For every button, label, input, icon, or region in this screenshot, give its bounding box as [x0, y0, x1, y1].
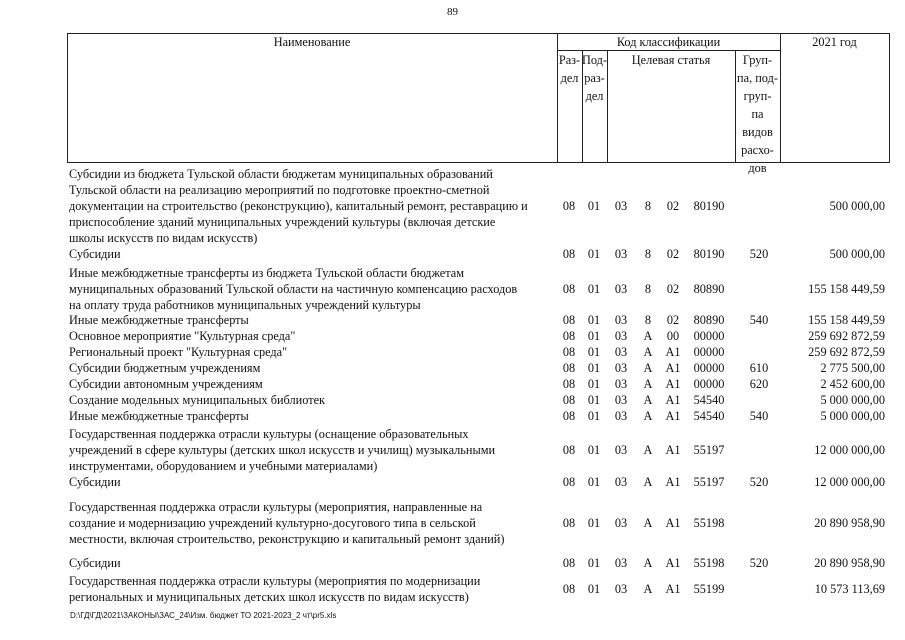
code-t2: А: [643, 393, 653, 407]
code-t4: 55198: [693, 556, 725, 570]
code-t3: А1: [665, 475, 681, 489]
row-name-line: региональных и муниципальных детских школ искусств по видам искусств): [69, 590, 469, 604]
row-name: [69, 573, 557, 605]
code-r: 08: [562, 199, 576, 213]
code-t4: 00000: [693, 345, 725, 359]
code-t1: 03: [614, 377, 628, 391]
code-t3: А1: [665, 556, 681, 570]
code-t2: А: [643, 556, 653, 570]
amount-2021: 500 000,00: [829, 247, 885, 261]
code-r: 08: [562, 361, 576, 375]
amount-2021: 5 000 000,00: [820, 409, 885, 423]
amount-2021: 12 000 000,00: [814, 475, 885, 489]
row-name: [69, 474, 557, 490]
code-g: 520: [749, 556, 769, 570]
code-t2: А: [643, 475, 653, 489]
amount-2021: 2 775 500,00: [820, 361, 885, 375]
row-name: [69, 555, 557, 571]
row-name: [69, 312, 557, 328]
row-name-line: Субсидии: [69, 556, 121, 570]
page-number: 89: [447, 6, 458, 18]
code-g: 610: [749, 361, 769, 375]
row-name: [69, 408, 557, 424]
amount-2021: 259 692 872,59: [808, 345, 885, 359]
code-t2: А: [643, 329, 653, 343]
code-p: 01: [587, 475, 601, 489]
row-name: [69, 360, 557, 376]
row-name-line: Иные межбюджетные трансферты: [69, 313, 249, 327]
code-p: 01: [587, 556, 601, 570]
code-t3: 02: [666, 313, 680, 327]
amount-2021: 10 573 113,69: [814, 582, 885, 596]
header-podrazdel: Под- раз- дел: [582, 53, 608, 103]
code-p: 01: [587, 282, 601, 296]
code-t2: А: [643, 361, 653, 375]
code-r: 08: [562, 409, 576, 423]
header-name: Наименование: [273, 35, 351, 49]
row-name-line: Субсидии: [69, 247, 121, 261]
code-p: 01: [587, 443, 601, 457]
row-name-line: Основное мероприятие "Культурная среда": [69, 329, 296, 343]
header-group: Груп- па, под- груп- па видов расхо- дов: [737, 53, 778, 175]
row-name-line: Иные межбюджетные трансферты из бюджета Тульской области бюджетам: [69, 266, 464, 280]
code-t1: 03: [614, 313, 628, 327]
header-code: Код классификации: [616, 35, 721, 49]
code-r: 08: [562, 313, 576, 327]
code-t4: 55198: [693, 516, 725, 530]
row-name: [69, 166, 557, 246]
code-r: 08: [562, 247, 576, 261]
code-t3: А1: [665, 409, 681, 423]
code-p: 01: [587, 345, 601, 359]
row-name-line: документации на строительство (реконструкцию), капитальный ремонт, реставрацию и: [69, 199, 528, 213]
code-t4: 54540: [693, 393, 725, 407]
code-t1: 03: [614, 361, 628, 375]
code-t1: 03: [614, 282, 628, 296]
code-t1: 03: [614, 247, 628, 261]
code-t1: 03: [614, 393, 628, 407]
row-name-line: школы искусств по видам искусств): [69, 231, 258, 245]
code-t3: А1: [665, 361, 681, 375]
code-p: 01: [587, 361, 601, 375]
code-p: 01: [587, 582, 601, 596]
code-t2: А: [643, 516, 653, 530]
code-t3: А1: [665, 582, 681, 596]
code-p: 01: [587, 516, 601, 530]
code-t2: А: [643, 443, 653, 457]
row-name-line: Субсидии автономным учреждениям: [69, 377, 263, 391]
row-name: [69, 344, 557, 360]
code-p: 01: [587, 393, 601, 407]
row-name-line: Субсидии бюджетным учреждениям: [69, 361, 261, 375]
row-name-line: Государственная поддержка отрасли культуры (мероприятия по модернизации: [69, 574, 481, 588]
code-r: 08: [562, 393, 576, 407]
row-name-line: местности, включая строительство, реконструкцию и капитальный ремонт зданий): [69, 532, 505, 546]
row-name: [69, 392, 557, 408]
row-name: [69, 499, 557, 547]
code-r: 08: [562, 516, 576, 530]
amount-2021: 259 692 872,59: [808, 329, 885, 343]
code-r: 08: [562, 582, 576, 596]
code-t4: 55197: [693, 443, 725, 457]
code-t2: 8: [644, 313, 652, 327]
row-name-line: Субсидии: [69, 475, 121, 489]
code-t1: 03: [614, 475, 628, 489]
code-t3: 00: [666, 329, 680, 343]
row-name-line: учреждений в сфере культуры (детских школ искусств и училищ) музыкальными: [69, 443, 496, 457]
code-t1: 03: [614, 516, 628, 530]
code-g: 520: [749, 475, 769, 489]
row-name: [69, 265, 557, 313]
code-t4: 80890: [693, 282, 725, 296]
row-name-line: Субсидии из бюджета Тульской области бюджетам муниципальных образований: [69, 167, 493, 181]
amount-2021: 155 158 449,59: [808, 313, 885, 327]
code-p: 01: [587, 329, 601, 343]
row-name: [69, 426, 557, 474]
code-r: 08: [562, 443, 576, 457]
code-p: 01: [587, 247, 601, 261]
code-t4: 80190: [693, 199, 725, 213]
code-t3: А1: [665, 516, 681, 530]
code-g: 540: [749, 313, 769, 327]
code-r: 08: [562, 475, 576, 489]
row-name-line: муниципальных образований Тульской области на частичную компенсацию расходов: [69, 282, 518, 296]
code-r: 08: [562, 329, 576, 343]
code-t1: 03: [614, 582, 628, 596]
code-t2: А: [643, 582, 653, 596]
code-t3: А1: [665, 443, 681, 457]
row-name-line: Государственная поддержка отрасли культуры (оснащение образовательных: [69, 427, 469, 441]
code-t2: 8: [644, 199, 652, 213]
code-g: 520: [749, 247, 769, 261]
row-name-line: Создание модельных муниципальных библиотек: [69, 393, 326, 407]
code-g: 620: [749, 377, 769, 391]
code-t4: 00000: [693, 361, 725, 375]
code-g: 540: [749, 409, 769, 423]
row-name-line: Региональный проект "Культурная среда": [69, 345, 288, 359]
row-name-line: Тульской области на реализацию мероприятий по подготовке проектно-сметной: [69, 183, 490, 197]
code-t1: 03: [614, 443, 628, 457]
code-t4: 55197: [693, 475, 725, 489]
row-name: [69, 246, 557, 262]
amount-2021: 20 890 958,90: [814, 516, 885, 530]
code-t2: А: [643, 409, 653, 423]
code-t2: А: [643, 377, 653, 391]
amount-2021: 2 452 600,00: [820, 377, 885, 391]
row-name: [69, 376, 557, 392]
row-name-line: создание и модернизацию учреждений культурно-досугового типа в сельской: [69, 516, 476, 530]
code-t2: 8: [644, 247, 652, 261]
code-p: 01: [587, 409, 601, 423]
amount-2021: 20 890 958,90: [814, 556, 885, 570]
code-t1: 03: [614, 345, 628, 359]
code-p: 01: [587, 377, 601, 391]
amount-2021: 5 000 000,00: [820, 393, 885, 407]
header-razdel: Раз- дел: [558, 53, 581, 85]
code-t1: 03: [614, 199, 628, 213]
code-t2: А: [643, 345, 653, 359]
code-t4: 55199: [693, 582, 725, 596]
code-t1: 03: [614, 329, 628, 343]
row-name-line: инструментами, оборудованием и учебными материалами): [69, 459, 378, 473]
code-r: 08: [562, 282, 576, 296]
header-year: 2021 год: [812, 35, 857, 49]
code-t3: 02: [666, 247, 680, 261]
code-r: 08: [562, 556, 576, 570]
header-target: Целевая статья: [631, 53, 711, 67]
code-r: 08: [562, 377, 576, 391]
row-name: [69, 328, 557, 344]
code-t3: А1: [665, 377, 681, 391]
row-name-line: на оплату труда работников муниципальных учреждений культуры: [69, 298, 421, 312]
code-t2: 8: [644, 282, 652, 296]
amount-2021: 12 000 000,00: [814, 443, 885, 457]
code-p: 01: [587, 199, 601, 213]
code-p: 01: [587, 313, 601, 327]
code-t1: 03: [614, 556, 628, 570]
code-t3: А1: [665, 345, 681, 359]
row-name-line: Государственная поддержка отрасли культуры (мероприятия, направленные на: [69, 500, 483, 514]
amount-2021: 155 158 449,59: [808, 282, 885, 296]
code-t4: 80190: [693, 247, 725, 261]
code-t4: 00000: [693, 329, 725, 343]
file-path-footer: D:\ГД\ГД\2021\ЗАКОНЫ\ЗАС_24\Изм. бюджет ТО 2021-2023_2 чт\pr5.xls: [70, 611, 337, 620]
code-r: 08: [562, 345, 576, 359]
code-t3: А1: [665, 393, 681, 407]
code-t4: 00000: [693, 377, 725, 391]
code-t4: 80890: [693, 313, 725, 327]
row-name-line: приспособление зданий муниципальных учреждений культуры (включая детские: [69, 215, 496, 229]
code-t3: 02: [666, 282, 680, 296]
code-t1: 03: [614, 409, 628, 423]
row-name-line: Иные межбюджетные трансферты: [69, 409, 249, 423]
amount-2021: 500 000,00: [829, 199, 885, 213]
code-t3: 02: [666, 199, 680, 213]
code-t4: 54540: [693, 409, 725, 423]
